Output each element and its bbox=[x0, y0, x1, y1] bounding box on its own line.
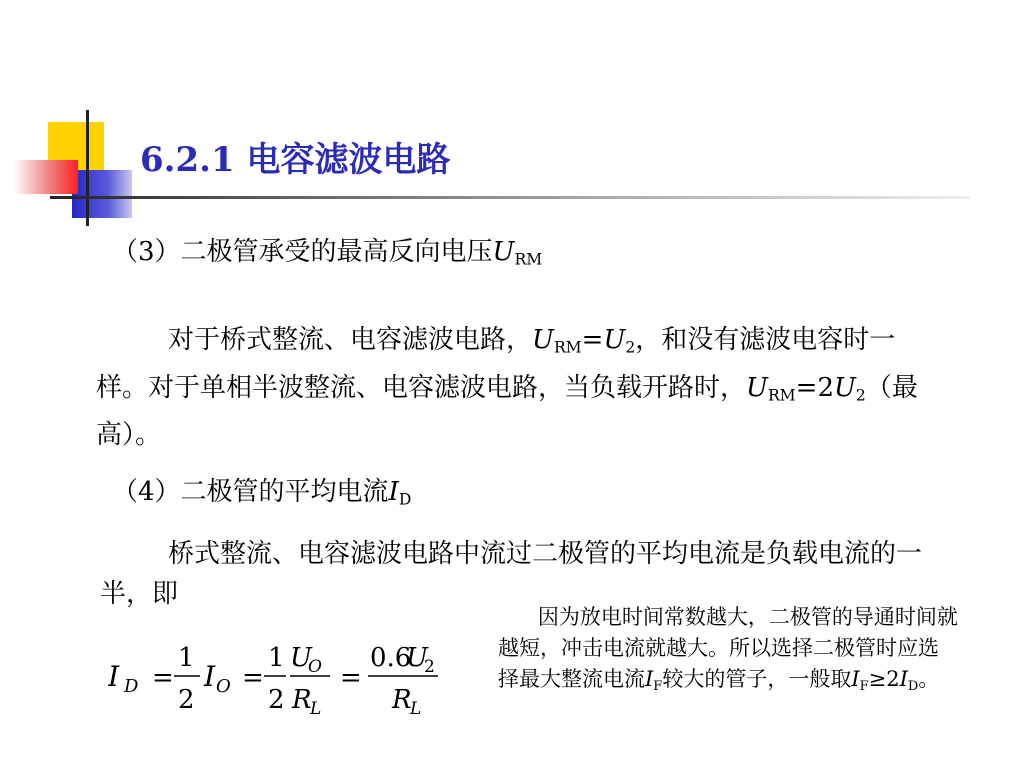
formula-den-2: 2 bbox=[268, 685, 285, 715]
formula-lhs-sub: D bbox=[124, 676, 139, 697]
note-var-1: I bbox=[645, 667, 654, 691]
formula-rl: R bbox=[292, 685, 312, 715]
formula-lhs: I bbox=[108, 660, 120, 693]
decor-horizontal-rule bbox=[50, 196, 970, 199]
section-4-heading-text: （4）二极管的平均电流 bbox=[112, 477, 389, 507]
formula-rl2-sub: L bbox=[410, 699, 422, 718]
section-4-var-sub: D bbox=[398, 490, 412, 509]
para1-eq-2: =2 bbox=[795, 372, 834, 403]
decor-vertical-line bbox=[86, 110, 89, 226]
para1-var-4: U bbox=[833, 372, 856, 403]
note-text-3: ≥2 bbox=[868, 667, 900, 691]
formula-u2: U bbox=[406, 643, 428, 673]
para1-text-1: 对于桥式整流、电容滤波电路， bbox=[168, 325, 533, 355]
formula-u2-sub: 2 bbox=[424, 657, 435, 677]
formula-coef: 0.6 bbox=[370, 643, 412, 673]
note-var-2-sub: F bbox=[859, 678, 869, 694]
formula-average-current bbox=[108, 638, 488, 718]
formula-den-1: 2 bbox=[178, 685, 195, 715]
formula-io-sub: O bbox=[216, 676, 231, 697]
para1-var-3: U bbox=[746, 372, 768, 403]
para1-eq: = bbox=[581, 325, 604, 355]
note-text-1: 因为放电时间常数越大，二极管的导通时间就越短，冲击电流就越大。所以选择二极管时应选择最大整流电流 bbox=[498, 605, 958, 691]
decor-red-bar bbox=[14, 160, 78, 194]
para1-var-2-sub: 2 bbox=[625, 338, 636, 357]
note-var-2: I bbox=[851, 667, 860, 691]
formula-eq-3: = bbox=[340, 663, 362, 693]
note-text-4: 。 bbox=[918, 667, 940, 691]
formula-eq-1: = bbox=[152, 663, 174, 693]
side-note bbox=[498, 602, 958, 702]
formula-eq-2: = bbox=[242, 663, 264, 693]
para2-text: 桥式整流、电容滤波电路中流过二极管的平均电流是负载电流的一半，即 bbox=[100, 539, 923, 609]
section-3-heading-text: （3）二极管承受的最高反向电压 bbox=[112, 237, 493, 267]
para1-var-4-sub: 2 bbox=[855, 386, 866, 405]
paragraph-1 bbox=[96, 320, 936, 455]
section-3-var: U bbox=[492, 237, 515, 267]
para1-text-3: （最高）。 bbox=[96, 372, 918, 451]
formula-rl2: R bbox=[392, 685, 412, 715]
section-3-heading bbox=[112, 232, 542, 280]
formula-uo-sub: O bbox=[308, 657, 322, 677]
para1-text-2: ，和没有滤波电容时一样。对于单相半波整流、电容滤波电路，当负载开路时， bbox=[96, 325, 896, 403]
para1-var-1-sub: RM bbox=[553, 338, 582, 357]
para1-var-3-sub: RM bbox=[767, 386, 796, 405]
note-text-2: 较大的管子，一般取 bbox=[662, 667, 852, 691]
section-4-var: I bbox=[388, 477, 399, 507]
section-3-var-sub: RM bbox=[514, 250, 543, 269]
para1-var-2: U bbox=[603, 325, 626, 355]
note-var-3: I bbox=[899, 667, 908, 691]
section-4-heading bbox=[112, 472, 411, 520]
formula-rl-sub: L bbox=[310, 699, 322, 718]
formula-num-1: 1 bbox=[178, 643, 195, 673]
formula-num-2: 1 bbox=[268, 643, 285, 673]
note-var-1-sub: F bbox=[653, 678, 663, 694]
page-title: 6.2.1 电容滤波电路 bbox=[140, 140, 451, 180]
formula-io: I bbox=[204, 660, 216, 693]
decor-blue-square bbox=[72, 170, 132, 218]
formula-uo: U bbox=[290, 643, 312, 673]
para1-var-1: U bbox=[532, 325, 554, 355]
note-var-3-sub: D bbox=[907, 678, 919, 694]
